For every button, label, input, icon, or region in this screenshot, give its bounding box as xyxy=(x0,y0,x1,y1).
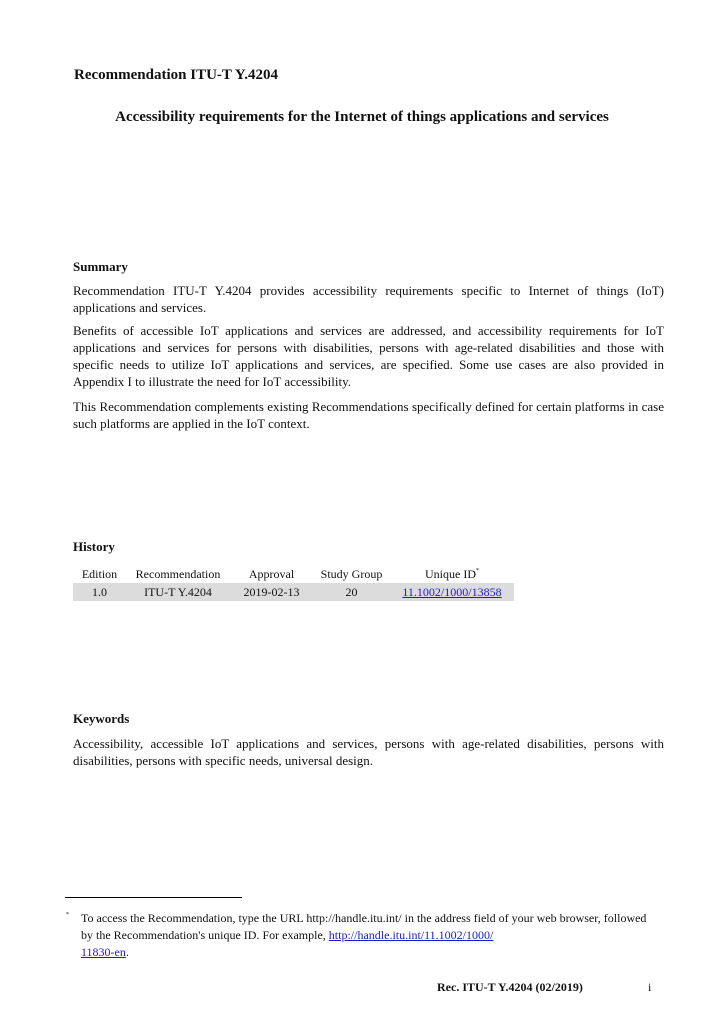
footnote-text: To access the Recommendation, type the URL http://handle.itu.int/ in the address field of your web browser, followed by the Recommendation's unique ID. For example, xyxy=(81,911,647,942)
cell-unique-id xyxy=(390,583,514,601)
footnote-mark: * xyxy=(66,912,69,918)
keywords-heading: Keywords xyxy=(73,711,130,726)
cell-edition: 1.0 xyxy=(73,583,126,601)
footnote-link-part-2: 11830-en xyxy=(81,945,126,959)
page-number: i xyxy=(648,980,652,994)
cell-recommendation: ITU-T Y.4204 xyxy=(126,583,230,601)
summary-paragraph-1: Recommendation ITU-T Y.4204 provides accessibility requirements specific to Internet of things (IoT) applications and services. xyxy=(73,283,664,315)
page-footer-label: Rec. ITU-T Y.4204 (02/2019) xyxy=(437,980,583,994)
history-heading: History xyxy=(73,539,115,554)
footnote-link-part-1: http://handle.itu.int/11.1002/1000/ xyxy=(328,928,494,942)
summary-heading: Summary xyxy=(73,259,128,274)
table-row xyxy=(73,583,514,601)
footnote-end: . xyxy=(125,945,129,959)
recommendation-title: Recommendation ITU-T Y.4204 xyxy=(74,67,279,83)
keywords-text: Accessibility, accessible IoT applications and services, persons with age-related disabilities, persons with disabilities, persons with specific needs, universal design. xyxy=(73,736,664,768)
col-recommendation: Recommendation xyxy=(135,566,221,581)
cell-study-group: 20 xyxy=(313,583,390,601)
col-study-group: Study Group xyxy=(320,566,383,581)
subject-title: Accessibility requirements for the Internet of things applications and services xyxy=(115,109,609,125)
col-edition: Edition xyxy=(81,566,118,581)
history-table xyxy=(73,565,514,601)
footnote-marker: * xyxy=(476,567,479,574)
footnote xyxy=(66,910,656,961)
summary-paragraph-2: Benefits of accessible IoT applications and services are addressed, and accessibility requirements for IoT applications and services for persons with disabilities, persons with age-related disabilities and those with specific needs to utilize IoT applications and services, are specified. Some use cases are also provided in Appendix I to illustrate the need for IoT accessibility. xyxy=(73,323,664,389)
col-unique-id xyxy=(390,565,514,583)
col-approval: Approval xyxy=(248,566,295,581)
cell-approval: 2019-02-13 xyxy=(230,583,313,601)
history-header-row xyxy=(73,565,514,583)
summary-paragraph-3: This Recommendation complements existing Recommendations specifically defined for certain platforms in case such platforms are applied in the IoT context. xyxy=(73,399,664,431)
unique-id-link[interactable]: 11.1002/1000/13858 xyxy=(402,584,502,599)
col-unique-id-label: Unique ID xyxy=(425,566,476,581)
footnote-divider xyxy=(65,897,242,898)
